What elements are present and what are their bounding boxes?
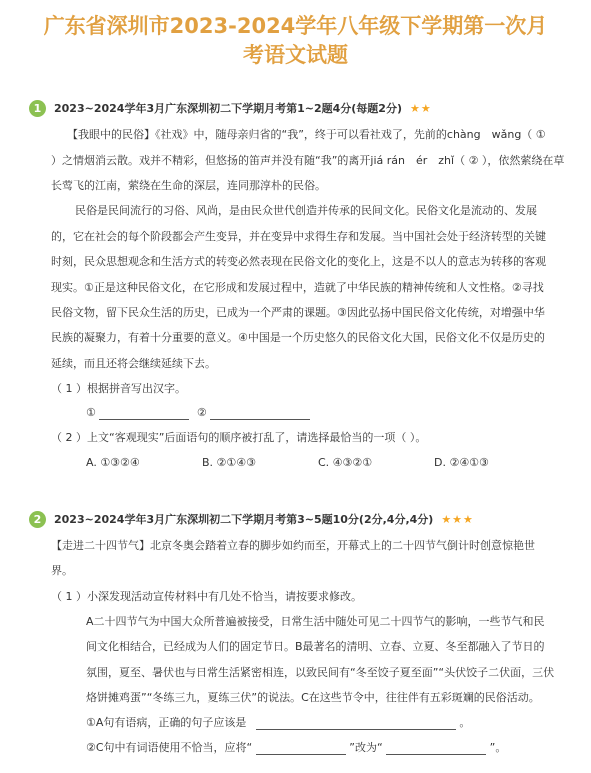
answer-blank-sentence[interactable] — [256, 717, 456, 730]
sub-question-2: （ 2 ）上文“客观现实”后面语句的顺序被打乱了，请选择最恰当的一项（ ）。 — [51, 431, 427, 444]
fill-item-1-end: 。 — [459, 716, 471, 729]
question-meta: 2023~2024学年3月广东深圳初二下学期月考第1~2题4分(每题2分) — [54, 102, 402, 115]
answer-blank-1[interactable] — [99, 407, 189, 420]
page-title — [10, 12, 581, 70]
passage-line: 民俗是民间流行的习俗、风尚，是由民众世代创造并传承的民间文化。民俗文化是流动的、发展 — [75, 204, 537, 217]
passage-line: 的，它在社会的每个阶段都会产生变异，并在变异中求得生存和发展。当中国社会处于经济转型的关键 — [51, 230, 546, 243]
question-number-badge: 2 — [29, 511, 46, 528]
passage-line: 民俗文物，留下民众生活的历史，已成为一个严肃的课题。③因此弘扬中国民俗文化传统，对增强中华 — [51, 306, 545, 319]
answer-blank-new-word[interactable] — [386, 742, 486, 755]
difficulty-stars: ★★★ — [441, 512, 474, 526]
difficulty-stars: ★★ — [410, 101, 432, 115]
blank-label-1: ① — [86, 406, 96, 419]
answer-blank-2[interactable] — [210, 407, 310, 420]
title-line-1: 广东省深圳市2023-2024学年八年级下学期第一次月 — [43, 14, 548, 38]
passage-line: ）之情烟消云散。戏并不精彩，但悠扬的笛声并没有随“我”的离开jiá rán ér zhǐ（ ② ），依然萦绕在草 — [51, 154, 565, 167]
question-2-header — [29, 510, 474, 528]
sub-question-1: （ 1 ）根据拼音写出汉字。 — [51, 382, 186, 395]
fill-item-2 — [86, 740, 506, 755]
fill-item-2-prompt: ②C句中有词语使用不恰当，应将“ — [86, 741, 253, 754]
material-line: 间文化相结合，已经成为人们的固定节日。B最著名的清明、立春、立夏、冬至都融入了节日的 — [86, 640, 545, 653]
fill-item-2-middle: ”改为“ — [349, 741, 383, 754]
question-number-badge: 1 — [29, 100, 46, 117]
option-a[interactable]: A. ①③②④ — [86, 456, 140, 469]
option-b[interactable]: B. ②①④③ — [202, 456, 256, 469]
fill-item-1 — [86, 715, 470, 730]
material-line: 烙饼摊鸡蛋”“冬练三九，夏练三伏”的说法。C在这些节令中，往往伴有五彩斑斓的民俗活动。 — [86, 691, 540, 704]
material-line: A二十四节气为中国大众所普遍被接受，日常生活中随处可见二十四节气的影响，一些节气和民 — [86, 615, 545, 628]
passage-line: 长莺飞的江南，萦绕在生命的深层，连同那淳朴的民俗。 — [51, 179, 326, 192]
title-line-2: 考语文试题 — [243, 43, 348, 67]
passage-line: 现实。①正是这种民俗文化，在它形成和发展过程中，造就了中华民族的精神传统和人文性格。②寻找 — [51, 281, 544, 294]
question-meta: 2023~2024学年3月广东深圳初二下学期月考第3~5题10分(2分,4分,4分) — [54, 513, 434, 526]
passage-line: 时刻，民众思想观念和生活方式的转变必然表现在民俗文化的变化上，这是不以人的意志为转移的客观 — [51, 255, 546, 268]
answer-blanks-row — [86, 405, 310, 420]
blank-label-2: ② — [196, 406, 207, 419]
passage-line: 【我眼中的民俗】《社戏》中，随母亲归省的“我”，终于可以看社戏了，先前的chàng wǎng（ ① — [67, 128, 546, 141]
passage-line: 【走进二十四节气】北京冬奥会踏着立春的脚步如约而至，开幕式上的二十四节气倒计时创意惊艳世 — [51, 539, 535, 552]
fill-item-1-prompt: ①A句有语病，正确的句子应该是 — [86, 716, 247, 729]
sub-question-1: （ 1 ）小深发现活动宣传材料中有几处不恰当，请按要求修改。 — [51, 590, 362, 603]
question-1-header — [29, 99, 432, 117]
material-line: 氛围，夏至、暑伏也与日常生活紧密相连，以致民间有“冬至饺子夏至面”“头伏饺子二伏面，三伏 — [86, 666, 555, 679]
passage-line: 延续，而且还将会继续延续下去。 — [51, 357, 216, 370]
option-c[interactable]: C. ④③②① — [318, 456, 373, 469]
fill-item-2-end: ”。 — [489, 741, 507, 754]
passage-line: 民族的凝聚力，有着十分重要的意义。④中国是一个历史悠久的民俗文化大国，民俗文化不仅是历史的 — [51, 331, 545, 344]
answer-blank-original-word[interactable] — [256, 742, 346, 755]
option-d[interactable]: D. ②④①③ — [434, 456, 489, 469]
passage-line: 界。 — [51, 564, 73, 577]
